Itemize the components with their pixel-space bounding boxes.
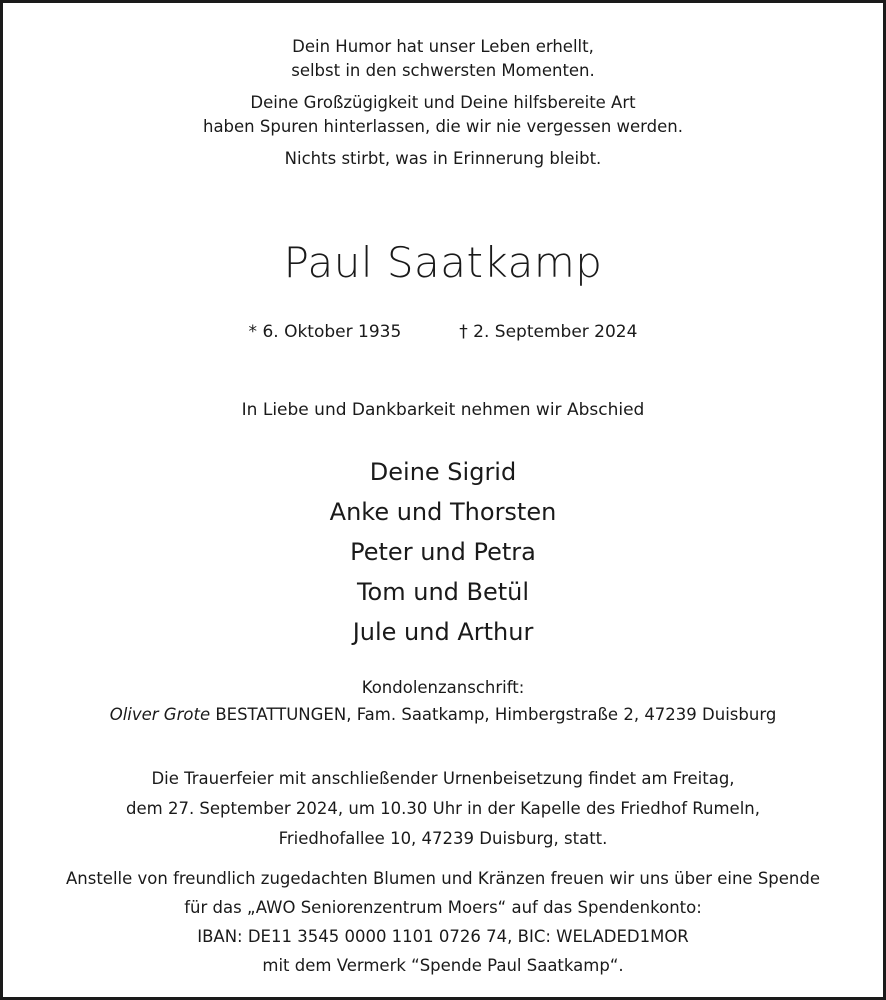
- mourner-1: Deine Sigrid: [369, 458, 517, 486]
- verse-line-4: haben Spuren hinterlassen, die wir nie vergessen werden.: [202, 117, 683, 136]
- birth-date: * 6. Oktober 1935: [248, 322, 402, 342]
- donation-line-1: Anstelle von freundlich zugedachten Blumen und Kränzen freuen wir uns über eine Spende: [65, 869, 821, 888]
- donation-line-3: IBAN: DE11 3545 0000 1101 0726 74, BIC: WELADED1MOR: [197, 927, 689, 946]
- verse-line-5: Nichts stirbt, was in Erinnerung bleibt.: [284, 149, 602, 168]
- funeral-home-name: Oliver Grote: [109, 705, 211, 724]
- life-dates: [3, 319, 883, 345]
- mourner-4: Tom und Betül: [356, 578, 530, 606]
- donation-line-2: für das „AWO Seniorenzentrum Moers“ auf das Spendenkonto:: [184, 898, 702, 917]
- death-date: † 2. September 2024: [459, 322, 638, 342]
- mourner-2: Anke und Thorsten: [329, 498, 557, 526]
- verse-line-2: selbst in den schwersten Momenten.: [291, 61, 595, 80]
- condolence-label: Kondolenzanschrift:: [361, 678, 525, 697]
- condolence-address-text: BESTATTUNGEN, Fam. Saatkamp, Himbergstraße 2, 47239 Duisburg: [210, 705, 777, 724]
- donation-line-4: mit dem Vermerk “Spende Paul Saatkamp“.: [262, 956, 624, 975]
- deceased-name: Paul Saatkamp: [283, 238, 603, 287]
- ceremony-line-2: dem 27. September 2024, um 10.30 Uhr in der Kapelle des Friedhof Rumeln,: [126, 799, 760, 818]
- farewell-text: In Liebe und Dankbarkeit nehmen wir Abschied: [241, 400, 645, 420]
- verse-line-3: Deine Großzügigkeit und Deine hilfsbereite Art: [250, 93, 636, 112]
- condolence-address: [3, 703, 883, 727]
- verse-line-1: Dein Humor hat unser Leben erhellt,: [292, 37, 594, 56]
- ceremony-line-3: Friedhofallee 10, 47239 Duisburg, statt.: [278, 829, 608, 848]
- mourner-5: Jule und Arthur: [352, 618, 534, 646]
- ceremony-line-1: Die Trauerfeier mit anschließender Urnenbeisetzung findet am Freitag,: [151, 769, 735, 788]
- mourner-3: Peter und Petra: [350, 538, 536, 566]
